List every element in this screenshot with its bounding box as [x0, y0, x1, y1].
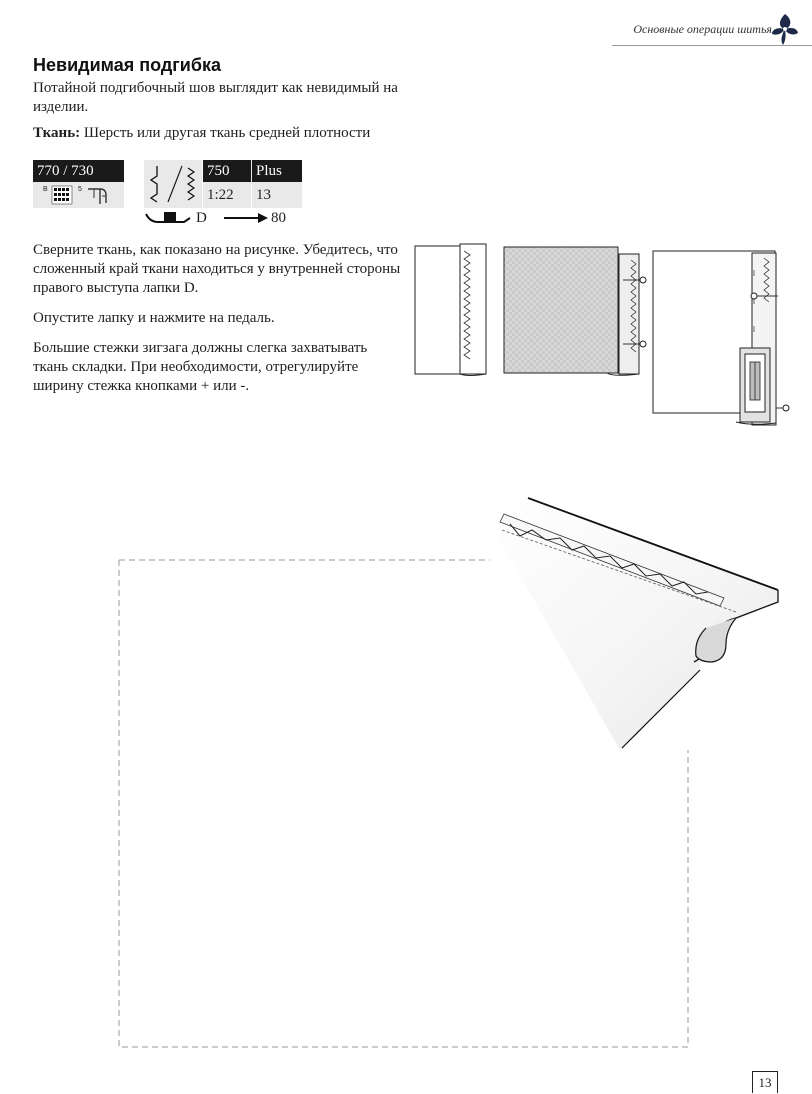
model-plus-value: 13 — [256, 187, 271, 203]
model-770-730-panel — [33, 160, 124, 208]
intro-text: Потайной подгибочный шов выглядит как невидимый на изделии. — [33, 80, 398, 115]
step-text: Опустите лапку и нажмите на педаль. — [33, 310, 275, 326]
model-range-label: 770 / 730 — [33, 160, 124, 182]
header-rule — [612, 45, 812, 46]
settings-table — [203, 160, 302, 208]
fabric-fold-diagram — [414, 243, 492, 377]
leaf-icon — [770, 12, 800, 46]
presser-foot-icon — [144, 210, 192, 226]
running-header: Основные операции шитья — [633, 22, 772, 36]
blind-hem-stitch-icon — [144, 160, 202, 208]
page-title: Невидимая подгибка — [33, 55, 221, 75]
fabric-value: Шерсть или другая ткань средней плотности — [83, 125, 371, 141]
model-750-value: 1:22 — [207, 187, 234, 203]
stitch-length-value: 80 — [271, 210, 286, 226]
pinned-fabric-diagram — [503, 246, 651, 378]
model-plus-header: Plus — [252, 160, 302, 182]
fabric-line — [33, 125, 433, 142]
stitch-length-arrow-icon — [222, 212, 270, 224]
page-number: 13 — [752, 1071, 778, 1093]
model-number: 5 — [78, 186, 82, 193]
presser-foot-diagram — [652, 250, 792, 430]
instruction-steps — [33, 241, 405, 407]
stitch-symbols — [144, 160, 202, 208]
stitch-selector-icon — [51, 185, 73, 205]
blind-hem-sample — [0, 480, 812, 1060]
model-750-header: 750 — [203, 160, 251, 182]
needle-icon — [86, 184, 108, 206]
model-letter: B — [43, 186, 48, 193]
foot-label: D — [196, 210, 207, 226]
step-text: Сверните ткань, как показано на рисунке. Убедитесь, что сложенный край ткани находиться у внутренней стороны правого выступа лапки D. — [33, 242, 401, 296]
fabric-label: Ткань: — [33, 125, 81, 141]
step-text: Большие стежки зигзага должны слегка захватывать ткань складки. При необходимости, отрегулируйте ширину стежка кнопками + или -. — [33, 340, 368, 394]
